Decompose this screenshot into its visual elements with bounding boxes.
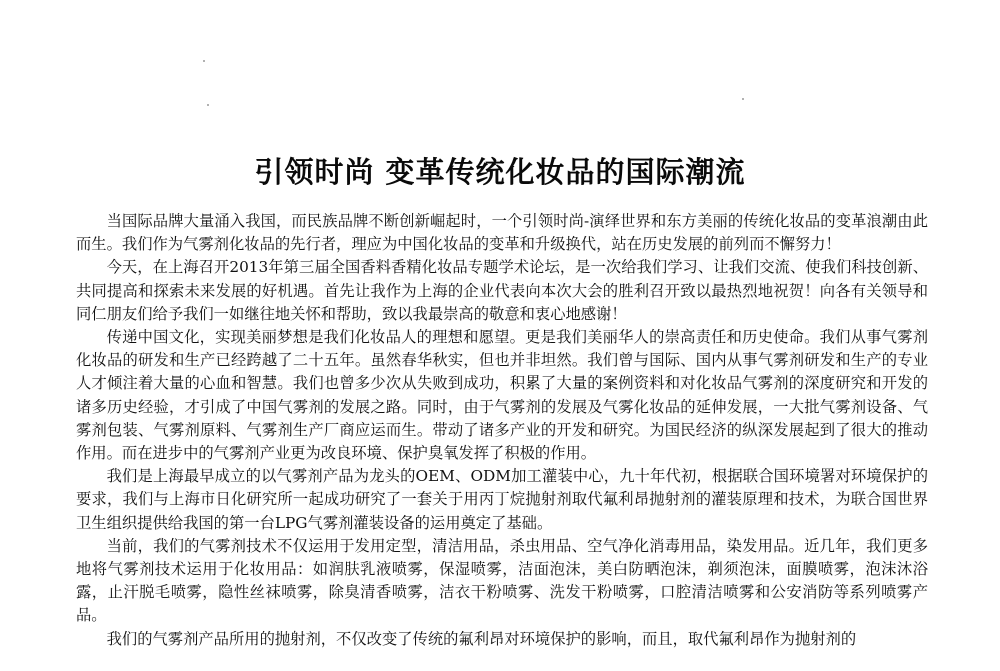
scan-speck — [742, 98, 744, 100]
paragraph: 我们的气雾剂产品所用的抛射剂，不仅改变了传统的氟利昂对环境保护的影响，而且，取代氟利昂作为抛射剂的 — [106, 629, 857, 648]
paragraph: 当国际品牌大量涌入我国，而民族品牌不断创新崛起时，一个引领时尚-演绎世界和东方美丽的传统化妆品的变革浪潮由此而生。我们作为气雾剂化妆品的先行者，理应为中国化妆品的变革和升级换代，站在历史发展的前列而不懈努力！ — [76, 212, 928, 254]
scan-speck — [203, 60, 205, 62]
scan-speck — [207, 104, 209, 106]
paragraph: 今天，在上海召开2013年第三届全国香料香精化妆品专题学术论坛，是一次给我们学习、让我们交流、使我们科技创新、共同提高和探索未来发展的好机遇。首先让我作为上海的企业代表向本次大会的胜利召开致以最热烈地祝贺！向各有关领导和同仁朋友们给予我们一如继往地关怀和帮助，致以我最崇高的敬意和衷心地感谢！ — [76, 258, 928, 323]
paragraph: 当前，我们的气雾剂技术不仅运用于发用定型，清洁用品，杀虫用品、空气净化消毒用品，染发用品。近几年，我们更多地将气雾剂技术运用于化妆用品：如润肤乳液喷雾，保湿喷雾，洁面泡沫，美白防晒泡沫，剃须泡沫，面膜喷雾，泡沫沐浴露，止汗脱毛喷雾，隐性丝袜喷雾，除臭清香喷雾，洁衣干粉喷雾、洗发干粉喷雾，口腔清洁喷雾和公安消防等系列喷雾产品。 — [76, 536, 928, 625]
paragraph: 传递中国文化，实现美丽梦想是我们化妆品人的理想和愿望。更是我们美丽华人的崇高责任和历史使命。我们从事气雾剂化妆品的研发和生产已经跨越了二十五年。虽然春华秋实，但也并非坦然。我们曾与国际、国内从事气雾剂研发和生产的专业人才倾注着大量的心血和智慧。我们也曾多少次从失败到成功，积累了大量的案例资料和对化妆品气雾剂的深度研究和开发的诸多历史经验，才引成了中国气雾剂的发展之路。同时，由于气雾剂的发展及气雾化妆品的延伸发展，一大批气雾剂设备、气雾剂包装、气雾剂原料、气雾剂生产厂商应运而生。带动了诸多产业的开发和研究。为国民经济的纵深发展起到了很大的推动作用。而在进步中的气雾剂产业更为改良环境、保护臭氧发挥了积极的作用。 — [76, 328, 928, 463]
document-body — [76, 210, 928, 651]
paragraph: 我们是上海最早成立的以气雾剂产品为龙头的OEM、ODM加工灌装中心，九十年代初，根据联合国环境署对环境保护的要求，我们与上海市日化研究所一起成功研究了一套关于用丙丁烷抛射剂取代氟利昂抛射剂的灌装原理和技术，为联合国世界卫生组织提供给我国的第一台LPG气雾剂灌装设备的运用奠定了基础。 — [76, 467, 928, 532]
document-title: 引领时尚 变革传统化妆品的国际潮流 — [254, 155, 746, 189]
